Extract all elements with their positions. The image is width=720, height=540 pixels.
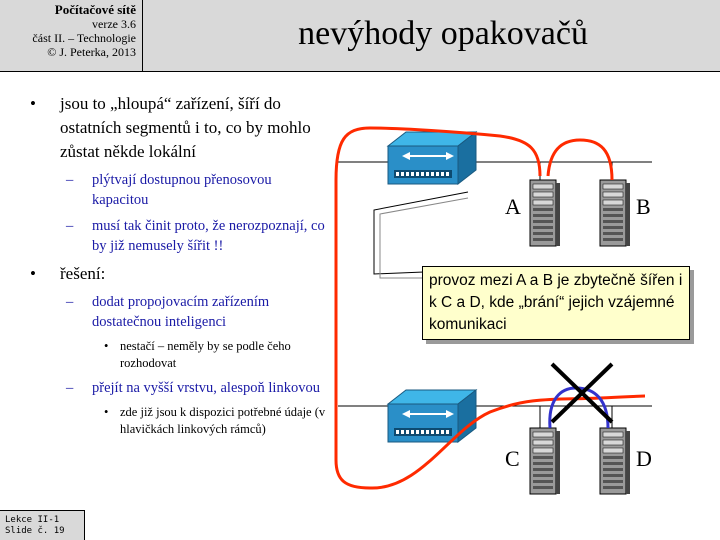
link-cd-blue — [550, 388, 608, 428]
server-a-icon — [530, 180, 560, 246]
traffic-arc-ab — [548, 140, 612, 180]
blocked-x-icon — [552, 364, 612, 422]
server-d-icon — [600, 428, 630, 494]
course-info-box — [0, 0, 143, 72]
callout-pointer — [374, 192, 468, 274]
bullet-list — [28, 92, 328, 444]
bullet-level3: • zde již jsou k dispozici potřebné údaje (v hlavičkách linkových rámců) — [28, 404, 328, 438]
bullet-level1: • řešení: — [28, 262, 328, 286]
title-box — [143, 0, 720, 72]
server-c-label: C — [505, 446, 520, 471]
copyright-label: © J. Peterka, 2013 — [47, 45, 136, 59]
server-b-label: B — [636, 194, 651, 219]
server-c-icon — [530, 428, 560, 494]
bullet-level2: – dodat propojovacím zařízením dostatečnou inteligenci — [28, 292, 328, 332]
server-b-icon — [600, 180, 630, 246]
repeater-top-icon — [388, 132, 476, 184]
server-d-label: D — [636, 446, 652, 471]
bullet-level3: • nestačí – neměly by se podle čeho rozhodovat — [28, 338, 328, 372]
bullet-level2: – musí tak činit proto, že nerozpoznají, co by již nemusely šířit !! — [28, 216, 328, 256]
course-name: Počítačové sítě — [54, 2, 136, 17]
slide-title: nevýhody opakovačů — [298, 15, 588, 52]
slide-footer — [0, 510, 85, 540]
bullet-level1: • jsou to „hloupá“ zařízení, šíří do ostatních segmentů i to, co by mohlo zůstat někde lokální — [28, 92, 328, 164]
repeater-bottom-icon — [388, 390, 476, 442]
version-label: verze 3.6 — [92, 17, 136, 31]
bullet-level2: – plýtvají dostupnou přenosovou kapacitou — [28, 170, 328, 210]
part-label: část II. – Technologie — [32, 31, 136, 45]
server-a-label: A — [505, 194, 521, 219]
slide-header — [0, 0, 720, 72]
lesson-label: Lekce II-1 — [5, 515, 60, 525]
callout-box: provoz mezi A a B je zbytečně šířen i k C a D, kde „brání“ jejich vzájemné komunikaci — [422, 266, 690, 340]
slide-number: Slide č. 19 — [5, 526, 65, 536]
bullet-level2: – přejít na vyšší vrstvu, alespoň linkovou — [28, 378, 328, 398]
